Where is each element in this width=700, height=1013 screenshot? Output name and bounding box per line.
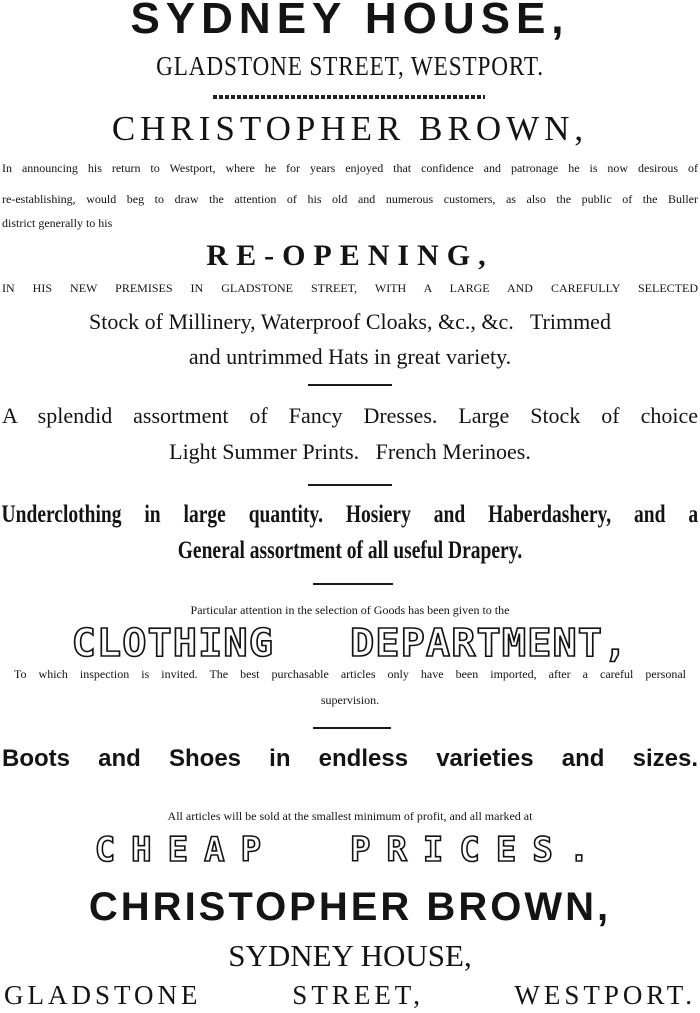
proprietor-name: CHRISTOPHER BROWN, bbox=[111, 109, 589, 148]
decorative-divider bbox=[213, 95, 485, 99]
drapery-text: Underclothing in large quantity. Hosiery and Haberdashery, and a bbox=[1, 501, 699, 528]
dresses-text: Light Summer Prints. French Merinoes. bbox=[169, 439, 531, 464]
drapery-text: General assortment of all useful Drapery. bbox=[177, 537, 523, 564]
prices-intro: All articles will be sold at the smallest minimum of profit, and all marked at bbox=[167, 809, 533, 823]
intro-text: district generally to his bbox=[2, 216, 113, 230]
page-title: SYDNEY HOUSE, bbox=[130, 0, 570, 43]
footer-address: GLADSTONE STREET, WESTPORT. bbox=[4, 980, 696, 1010]
section-divider bbox=[308, 384, 392, 386]
footer-house: SYDNEY HOUSE, bbox=[228, 938, 472, 973]
premises-text: IN HIS NEW PREMISES IN GLADSTONE STREET, WITH A LARGE AND CAREFULLY SELECTED bbox=[2, 281, 698, 295]
clothing-intro: Particular attention in the selection of Goods has been given to the bbox=[190, 603, 510, 617]
dresses-text: A splendid assortment of Fancy Dresses. Large Stock of choice bbox=[2, 403, 698, 428]
section-divider bbox=[313, 727, 391, 729]
clothing-heading: CLOTHING DEPARTMENT, bbox=[71, 621, 629, 665]
section-divider bbox=[308, 484, 392, 486]
footer-name: CHRISTOPHER BROWN, bbox=[88, 885, 612, 929]
clothing-body: supervision. bbox=[320, 693, 380, 707]
boots-text: Boots and Shoes in endless varieties and sizes. bbox=[2, 745, 698, 772]
millinery-text: Stock of Millinery, Waterproof Cloaks, &c., &c. Trimmed bbox=[89, 309, 611, 334]
clothing-body: To which inspection is invited. The best purchasable articles only have been imported, after a careful personal bbox=[14, 667, 686, 681]
intro-text: In announcing his return to Westport, where he for years enjoyed that confidence and patronage he is now desirous of bbox=[2, 161, 698, 175]
millinery-text: and untrimmed Hats in great variety. bbox=[188, 344, 512, 369]
header-address: GLADSTONE STREET, WESTPORT. bbox=[156, 51, 544, 81]
reopening-heading: RE-OPENING, bbox=[206, 239, 494, 272]
intro-text: re-establishing, would beg to draw the attention of his old and numerous customers, as also the public of the Buller bbox=[2, 192, 698, 206]
prices-heading: CHEAP PRICES. bbox=[94, 830, 606, 870]
section-divider bbox=[313, 583, 393, 585]
